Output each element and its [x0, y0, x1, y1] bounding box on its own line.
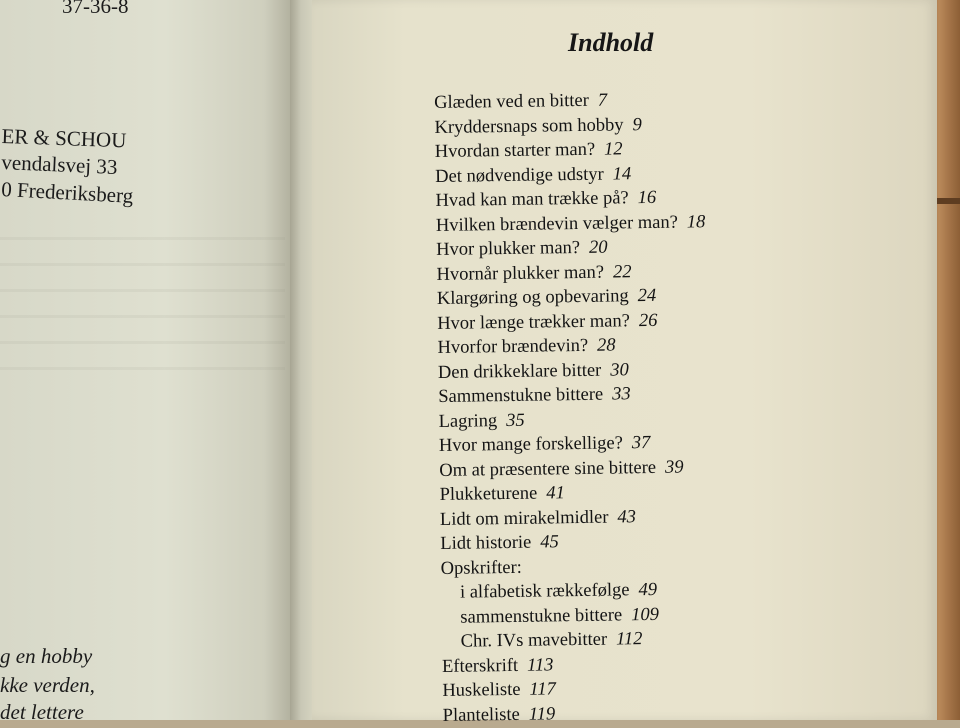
toc-entry-page-number: 16	[637, 187, 657, 209]
toc-entry-page-number: 43	[617, 506, 637, 527]
toc-entry	[439, 430, 709, 458]
toc-entry	[438, 357, 708, 385]
left-page	[0, 0, 300, 724]
toc-entry-label: Kryddersnaps som hobby	[434, 114, 624, 138]
bottom-line-2: kke verden,	[0, 673, 95, 697]
table-of-contents	[434, 87, 712, 728]
toc-entry-page-number: 7	[597, 90, 608, 111]
toc-entry	[442, 626, 712, 654]
toc-entry	[439, 455, 709, 483]
toc-entry-label: Hvor længe trækker man?	[437, 310, 631, 334]
toc-entry-label: Hvornår plukker man?	[436, 262, 605, 285]
toc-entry-label: Lagring	[438, 410, 498, 432]
toc-entry-page-number: 37	[631, 433, 651, 454]
toc-entry-page-number: 119	[528, 703, 556, 725]
toc-entry-label: Huskeliste	[442, 679, 521, 701]
toc-entry	[443, 700, 713, 728]
toc-entry	[435, 136, 705, 164]
toc-entry-label: sammenstukne bittere	[460, 604, 623, 628]
show-through-text	[0, 230, 285, 370]
toc-entry-page-number: 9	[632, 114, 642, 135]
toc-entry-label: Hvor mange forskellige?	[438, 433, 624, 456]
toc-entry-page-number: 18	[686, 211, 706, 232]
toc-entry	[435, 161, 705, 189]
toc-entry	[440, 504, 710, 532]
bottom-line-1: g en hobby	[0, 644, 93, 668]
toc-entry-page-number: 112	[615, 629, 643, 650]
toc-entry-label: Det nødvendige udstyr	[435, 164, 604, 187]
toc-entry	[435, 185, 705, 213]
toc-entry-page-number: 109	[631, 604, 660, 625]
toc-entry-page-number: 20	[588, 237, 608, 258]
toc-entry-label: Opskrifter:	[440, 557, 522, 579]
toc-entry	[437, 332, 707, 360]
toc-entry	[438, 381, 708, 409]
toc-entry-label: Lidt historie	[440, 532, 532, 554]
toc-entry	[440, 553, 710, 581]
toc-entry	[440, 528, 710, 556]
toc-entry-page-number: 12	[603, 139, 623, 160]
toc-entry-label: Planteliste	[442, 704, 520, 726]
toc-entry-label: Om at præsentere sine bittere	[439, 457, 657, 481]
toc-entry	[438, 406, 708, 434]
toc-entry-page-number: 45	[540, 532, 559, 553]
toc-entry-page-number: 41	[546, 483, 565, 504]
toc-entry-label: Hvorfor brændevin?	[437, 335, 589, 358]
toc-entry	[436, 210, 706, 238]
toc-entry-page-number: 28	[596, 335, 616, 356]
toc-entry-page-number: 33	[612, 384, 631, 405]
toc-entry-page-number: 39	[664, 457, 684, 478]
toc-entry	[437, 308, 707, 336]
toc-entry-label: Plukketurene	[439, 483, 538, 505]
toc-entry	[434, 112, 704, 140]
toc-entry	[442, 651, 712, 679]
toc-entry-page-number: 22	[612, 261, 632, 283]
toc-entry-label: Glæden ved en bitter	[434, 90, 589, 113]
toc-entry	[441, 577, 711, 605]
toc-entry	[434, 87, 704, 115]
toc-entry-page-number: 49	[638, 579, 658, 601]
toc-entry	[439, 479, 709, 507]
toc-entry-page-number: 24	[637, 285, 657, 307]
publisher-name: ER & SCHOU	[1, 124, 127, 153]
toc-entry-page-number: 117	[529, 679, 557, 700]
toc-entry-label: Hvor plukker man?	[436, 237, 581, 260]
toc-entry-label: Sammenstukne bittere	[438, 384, 604, 407]
page-title: Indhold	[568, 28, 654, 57]
toc-entry-label: Lidt om mirakelmidler	[439, 507, 609, 530]
toc-entry-page-number: 30	[610, 359, 629, 381]
toc-entry-label: Chr. IVs mavebitter	[460, 629, 608, 652]
toc-entry-label: Hvilken brændevin vælger man?	[435, 212, 678, 236]
bottom-line-3: det lettere	[0, 700, 84, 724]
toc-entry-page-number: 14	[612, 163, 632, 185]
isbn-fragment: 37-36-8	[62, 0, 129, 18]
toc-entry	[437, 283, 707, 311]
toc-entry-label: Klargøring og opbevaring	[436, 286, 629, 309]
publisher-street: vendalsvej 33	[0, 150, 118, 180]
publisher-city: 0 Frederiksberg	[0, 177, 134, 208]
toc-entry	[436, 234, 706, 262]
toc-entry-label: Den drikkeklare bitter	[437, 360, 602, 383]
toc-entry-page-number: 113	[526, 654, 554, 676]
toc-entry-label: Hvad kan man trække på?	[435, 188, 629, 211]
toc-entry-page-number: 35	[506, 410, 525, 431]
toc-entry-label: Hvordan starter man?	[434, 139, 596, 162]
toc-entry	[441, 602, 711, 630]
toc-entry	[442, 675, 712, 703]
toc-entry-label: i alfabetisk rækkefølge	[459, 580, 630, 603]
toc-entry	[436, 259, 706, 287]
toc-entry-label: Efterskrift	[441, 655, 519, 677]
toc-entry-page-number: 26	[638, 310, 658, 331]
